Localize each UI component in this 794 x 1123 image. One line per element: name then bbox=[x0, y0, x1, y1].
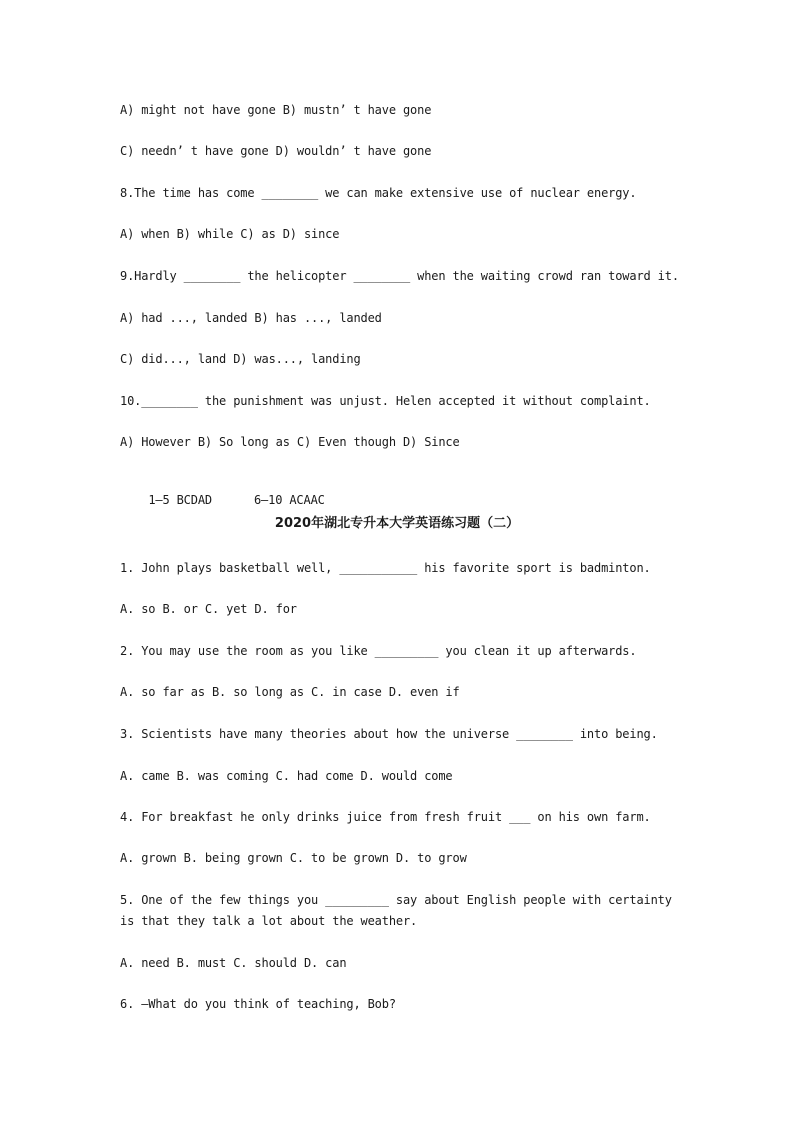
question-10: 10.________ the punishment was unjust. Helen accepted it without complaint. bbox=[120, 394, 651, 408]
q7-options-ab: A) might not have gone B) mustn’ t have gone bbox=[120, 103, 432, 117]
section-title: 2020年湖北专升本大学英语练习题（二） bbox=[274, 516, 520, 531]
q7-options-cd: C) needn’ t have gone D) wouldn’ t have gone bbox=[120, 144, 432, 158]
answer-key-1-5: 1—5 BCDAD bbox=[148, 493, 212, 507]
question-9: 9.Hardly ________ the helicopter ________ when the waiting crowd ran toward it. bbox=[120, 269, 679, 283]
q9-options-ab: A) had ..., landed B) has ..., landed bbox=[120, 311, 382, 325]
question-2: 2. You may use the room as you like _________ you clean it up afterwards. bbox=[120, 644, 637, 658]
q5-options: A. need B. must C. should D. can bbox=[120, 956, 347, 970]
question-4: 4. For breakfast he only drinks juice from fresh fruit ___ on his own farm. bbox=[120, 810, 651, 824]
q4-options: A. grown B. being grown C. to be grown D. to grow bbox=[120, 851, 467, 865]
q9-options-cd: C) did..., land D) was..., landing bbox=[120, 352, 361, 366]
q1-options: A. so B. or C. yet D. for bbox=[120, 602, 297, 616]
q2-options: A. so far as B. so long as C. in case D. even if bbox=[120, 685, 460, 699]
question-3: 3. Scientists have many theories about how the universe ________ into being. bbox=[120, 727, 658, 741]
q3-options: A. came B. was coming C. had come D. would come bbox=[120, 769, 453, 783]
question-1: 1. John plays basketball well, ___________ his favorite sport is badminton. bbox=[120, 561, 651, 575]
question-8: 8.The time has come ________ we can make extensive use of nuclear energy. bbox=[120, 186, 637, 200]
question-5: 5. One of the few things you _________ say about English people with certainty is that they talk a lot about the weather. bbox=[120, 893, 672, 928]
answer-key-6-10: 6—10 ACAAC bbox=[253, 493, 325, 507]
q10-options: A) However B) So long as C) Even though D) Since bbox=[120, 435, 460, 449]
question-6: 6. –What do you think of teaching, Bob? bbox=[120, 997, 396, 1011]
q8-options: A) when B) while C) as D) since bbox=[120, 227, 340, 241]
